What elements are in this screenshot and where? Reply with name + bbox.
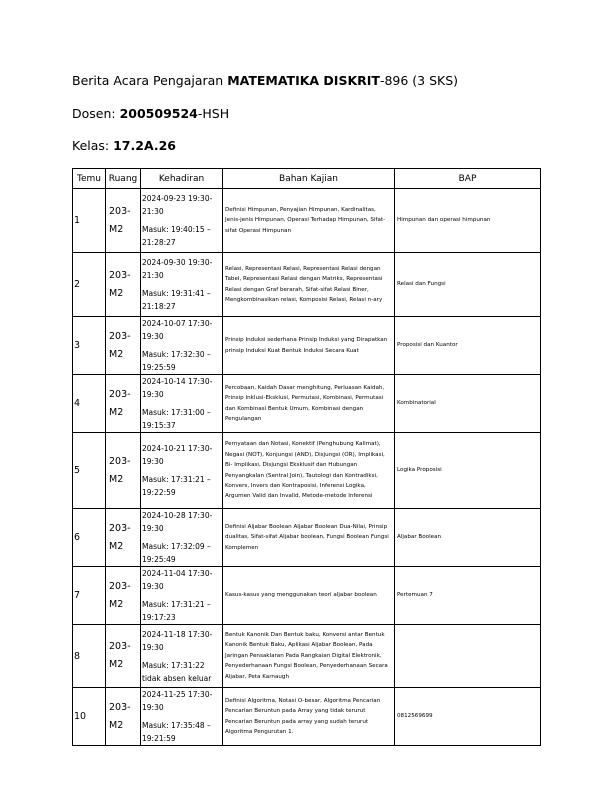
ruang-cell [106,509,141,567]
lecturer-prefix: Dosen: [72,106,120,121]
temu-cell: 4 [73,375,106,433]
bahan-kajian-cell: Prinsip Induksi sederhana Prinsip Induksi yang Dirapatkan prinsip Induksi Kuat Bentuk Induksi Secara Kuat [223,317,395,375]
table-row [73,189,541,253]
col-kehadiran: Kehadiran [141,169,223,189]
kehadiran-cell [141,317,223,375]
class-code: 17.2A.26 [113,138,176,153]
kehadiran-cell [141,509,223,567]
schedule: 2024-10-21 17:30-19:30 [142,444,213,466]
table-row [73,688,541,746]
kehadiran-cell [141,375,223,433]
bahan-kajian-cell: Definisi Himpunan, Penyajian Himpunan, Kardinalitas, Jenis-jenis Himpunan, Operasi Terhadap Himpunan, Sifat-sifat Operasi Himpunan [223,189,395,253]
class-line [72,138,176,153]
ruang-cell [106,375,141,433]
schedule: 2024-09-30 19:30-21:30 [142,258,213,280]
check-in: Masuk: 17:32:30 – 19:25:59 [142,350,211,372]
ruang-line: 203- [109,701,131,713]
table-row [73,567,541,625]
ruang-line: M2 [109,473,124,485]
schedule: 2024-10-07 17:30-19:30 [142,319,213,341]
temu-cell: 2 [73,253,106,317]
col-ruang: Ruang [106,169,141,189]
table-row [73,375,541,433]
check-in: Masuk: 17:31:21 – 19:17:23 [142,600,211,622]
ruang-line: M2 [109,598,124,610]
bahan-kajian-cell: Definisi Aljabar Boolean Aljabar Boolean Dua-Nilai, Prinsip dualitas, Sifat-sifat Aljabar boolean, Fungsi Boolean Fungsi Komplemen [223,509,395,567]
lecturer-line [72,106,229,121]
course-prefix: Berita Acara Pengajaran [72,73,228,88]
bahan-kajian-cell: Relasi, Representasi Relasi, Representasi Relasi dengan Tabel, Representasi Relasi dengan Matriks, Representasi Relasi dengan Graf berarah, Sifat-sifat Relasi Biner, Mengkombinasikan relasi, Komposisi Relasi, Relasi n-ary [223,253,395,317]
temu-cell: 7 [73,567,106,625]
table-row [73,625,541,688]
temu-cell: 5 [73,433,106,509]
ruang-line: M2 [109,223,124,235]
check-in: Masuk: 19:31:41 – 21:18:27 [142,289,211,311]
bap-cell: Logika Proposisi [395,433,541,509]
lecturer-suffix: -HSH [197,106,230,121]
bahan-kajian-cell: Definisi Algoritma, Notasi O-besar, Algoritma Pencarian Pencarian Beruntun pada Array yang tidak terurut Pencarian Beruntun pada array yang sudah terurut Algoritma Pengurutan 1. [223,688,395,746]
check-in: Masuk: 17:35:48 – 19:21:59 [142,721,211,743]
temu-cell: 3 [73,317,106,375]
ruang-line: 203- [109,580,131,592]
table-row [73,509,541,567]
ruang-cell [106,189,141,253]
table-row [73,253,541,317]
course-name: MATEMATIKA DISKRIT [227,73,380,88]
temu-cell: 6 [73,509,106,567]
check-in: Masuk: 17:31:22 tidak absen keluar [142,660,212,683]
table-header-row [73,169,541,189]
bahan-kajian-cell: Bentuk Kanonik Dan Bentuk baku, Konversi antar Bentuk Kanonik Bentuk Baku, Aplikasi Aljabar Boolean, Pada Jaringan Pensaklaran Pada Rangkaian Digital Elektronik, Penyederhanaan Fungsi Boolean, Penyederhanaan Secara Aljabar, Peta Karnaugh [223,625,395,688]
schedule: 2024-10-28 17:30-19:30 [142,511,213,533]
ruang-cell [106,317,141,375]
temu-cell: 1 [73,189,106,253]
ruang-line: 203- [109,388,131,400]
ruang-line: 203- [109,330,131,342]
course-suffix: -896 (3 SKS) [379,73,459,88]
kehadiran-cell [141,253,223,317]
kehadiran-cell [141,189,223,253]
bap-cell: Himpunan dan operasi himpunan [395,189,541,253]
ruang-line: M2 [109,719,124,731]
ruang-line: M2 [109,406,124,418]
bahan-kajian-cell: Pernyataan dan Notasi, Konektif (Penghubung Kalimat), Negasi (NOT), Konjungsi (AND), Disjungsi (OR), Implikasi, Bi- Implikasi, Disjungsi Eksklusif dan Hubungan Penyangkalan (Sentral Join), Tautologi dan Kontradiksi, Konvers, Invers dan Kontraposisi, Inferensi Logika, Argumen Valid dan Invalid, Metode-metode Inferensi [223,433,395,509]
ruang-line: M2 [109,287,124,299]
class-prefix: Kelas: [72,138,114,153]
kehadiran-cell [141,567,223,625]
ruang-line: M2 [109,348,124,360]
schedule: 2024-11-25 17:30-19:30 [142,690,213,712]
ruang-line: 203- [109,455,131,467]
kehadiran-cell [141,625,223,688]
bap-cell [395,625,541,688]
lecturer-id: 200509524 [119,106,198,121]
ruang-line: 203- [109,205,131,217]
table-row [73,433,541,509]
check-in: Masuk: 17:31:21 – 19:22:59 [142,475,211,497]
check-in: Masuk: 19:40:15 – 21:28:27 [142,225,211,247]
table-row [73,317,541,375]
bahan-kajian-cell: Percobaan, Kaidah Dasar menghitung, Perluasan Kaidah, Prinsip Inklusi-Eksklusi, Permutasi, Kombinasi, Permutasi dan Kombinasi Bentuk Umum, Kombinasi dengan Pengulangan [223,375,395,433]
bap-cell: Aljabar Boolean [395,509,541,567]
ruang-line: M2 [109,659,124,670]
temu-cell: 10 [73,688,106,746]
kehadiran-cell [141,688,223,746]
bap-cell: Pertemuan 7 [395,567,541,625]
col-bahan-kajian: Bahan Kajian [223,169,395,189]
bap-cell: Proposisi dan Kuantor [395,317,541,375]
ruang-line: 203- [109,269,131,281]
kehadiran-cell [141,433,223,509]
check-in: Masuk: 17:31:00 – 19:15:37 [142,408,211,430]
ruang-cell [106,625,141,688]
schedule: 2024-11-04 17:30-19:30 [142,569,213,591]
col-temu: Temu [73,169,106,189]
schedule: 2024-09-23 19:30-21:30 [142,194,213,216]
course-title [72,73,458,88]
bap-cell: 0812569699 [395,688,541,746]
schedule: 2024-10-14 17:30-19:30 [142,377,213,399]
attendance-table [72,168,541,746]
bap-cell: Kombinatorial [395,375,541,433]
check-in: Masuk: 17:32:09 – 19:25:49 [142,542,211,564]
schedule: 2024-11-18 17:30-19:30 [142,629,213,652]
ruang-cell [106,433,141,509]
bap-cell: Relasi dan Fungsi [395,253,541,317]
bahan-kajian-cell: Kasus-kasus yang menggunakan teori aljabar boolean [223,567,395,625]
ruang-line: 203- [109,641,131,652]
ruang-line: M2 [109,540,124,552]
ruang-line: 203- [109,522,131,534]
ruang-cell [106,253,141,317]
temu-cell: 8 [73,625,106,688]
ruang-cell [106,567,141,625]
col-bap: BAP [395,169,541,189]
ruang-cell [106,688,141,746]
